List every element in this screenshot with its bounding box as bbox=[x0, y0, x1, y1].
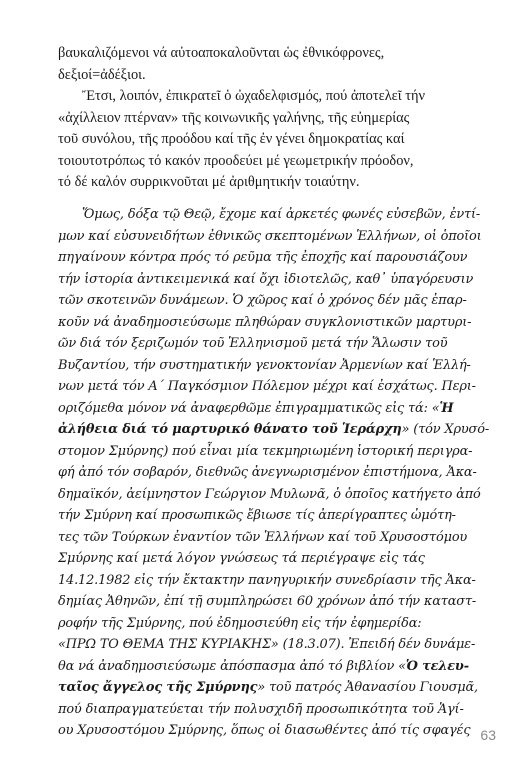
text-line: τοῦ συνόλου, τῆς προόδου καί τῆς ἐν γένει δημοκρατίας καί bbox=[58, 131, 405, 147]
text-line: στομον Σμύρνης) πού εἶναι μία τεκμηριωμένη ἱστορική περιγρα- bbox=[58, 443, 473, 459]
text-line: πηγαίνουν κόντρα πρός τό ρεῦμα τῆς ἐποχῆς καί παρουσιάζουν bbox=[58, 250, 468, 265]
text-line bbox=[58, 656, 508, 678]
text-line: δημαϊκόν, ἀείμνηστον Γεώργιον Μυλωνᾶ, ὁ ὁποῖος κατήγετο ἀπό bbox=[58, 486, 481, 502]
text-line: φή ἀπό τόν σοβαρόν, διεθνῶς ἀνεγνωρισμένον ἐπιστήμονα, Ἀκα- bbox=[58, 465, 477, 480]
text-line: δημίας Ἀθηνῶν, ἐπί τῇ συμπληρώσει 60 χρόνων ἀπό τήν καταστ- bbox=[58, 594, 477, 609]
text-line: ροφήν τῆς Σμύρνης, πού ἐδημοσιεύθη εἰς τήν ἐφημερίδα: bbox=[58, 615, 422, 631]
text-line: Ὅμως, δόξα τῷ Θεῷ, ἔχομε καί ἀρκετές φωνές εὐσεβῶν, ἐντί- bbox=[82, 207, 481, 222]
text-line: βαυκαλιζόμενοι νά αὐτοαποκαλοῦνται ὡς ἐθνικόφρονες, bbox=[58, 45, 385, 61]
text-line: ου Χρυσοστόμου Σμύρνης, ὅπως οἱ διασωθέντες ἀπό τίς σφαγές bbox=[58, 723, 471, 738]
text-fragment: οριζόμεθα μόνον νά ἀναφερθῶμε ἐπιγραμματικῶς εἰς τά: « bbox=[58, 400, 440, 416]
text-fragment: θα νά ἀναδημοσιεύσωμε ἀπόσπασμα ἀπό τό βιβλίον « bbox=[58, 658, 406, 674]
bold-title-fragment: ἀλήθεια διά τό μαρτυρικό θάνατο τοῦ Ἱεράρχη bbox=[58, 422, 402, 437]
bold-title-fragment: ταῖος ἄγγελος τῆς Σμύρνης bbox=[58, 680, 258, 695]
text-line: Βυζαντίου, τήν συστηματικήν γενοκτονίαν Ἀρμενίων καί Ἑλλή- bbox=[58, 357, 471, 373]
text-line: τες τῶν Τούρκων ἐναντίον τῶν Ἑλλήνων καί τοῦ Χρυσοστόμου bbox=[58, 529, 468, 545]
text-line: Ἔτσι, λοιπόν, ἐπικρατεῖ ὁ ὠχαδελφισμός, πού ἀποτελεῖ τήν bbox=[82, 88, 426, 104]
text-line bbox=[58, 398, 508, 420]
page-number: 63 bbox=[480, 727, 496, 743]
text-line: τῶν σκοτεινῶν δυνάμεων. Ὁ χῶρος καί ὁ χρόνος δέν μᾶς ἐπαρ- bbox=[58, 293, 467, 308]
text-line: τό δέ καλόν συρρικνοῦται μέ ἀριθμητικήν τοιαύτην. bbox=[58, 174, 360, 190]
text-line bbox=[58, 677, 508, 699]
text-fragment: » (τόν Χρυσό- bbox=[401, 422, 490, 437]
text-line: δεξιοί=ἀδέξιοι. bbox=[58, 66, 146, 83]
text-line: Σμύρνης καί μετά λόγον γνώσεως τά περιέγραψε εἰς τάς bbox=[58, 551, 425, 566]
text-line: «ἀχίλλειον πτέρναν» τῆς κοινωνικῆς γαλήνης, τῆς εὐημερίας bbox=[58, 109, 410, 126]
text-line: μων καί εὐσυνειδήτων ἐθνικῶς σκεπτομένων Ἑλλήνων, οἱ ὁποῖοι bbox=[58, 228, 482, 244]
text-line: τήν Σμύρνη καί προσωπικῶς ἔβιωσε τίς ἀπερίγραπτες ὠμότη- bbox=[58, 508, 456, 523]
bold-title-fragment: Ἡ bbox=[439, 400, 454, 416]
text-line: πού διαπραγματεύεται τήν πολυσχιδῆ προσωπικότητα τοῦ Ἁγί- bbox=[58, 701, 464, 717]
text-line: τήν ἱστορία ἀντικειμενικά καί ὄχι ἰδιοτελῶς, καθ᾽ ὑπαγόρευσιν bbox=[58, 271, 474, 287]
text-line: νων μετά τόν Α΄ Παγκόσμιον Πόλεμον μέχρι καί ἐσχάτως. Περι- bbox=[58, 379, 476, 394]
text-line: 14.12.1982 εἰς τήν ἔκτακτην πανηγυρικήν συνεδρίασιν τῆς Ἀκα- bbox=[58, 572, 476, 588]
text-fragment: » τοῦ πατρός Ἀθανασίου Γιουσμᾶ, bbox=[257, 680, 478, 695]
bold-title-fragment: Ὁ τελευ- bbox=[405, 658, 469, 674]
paragraph-block-italic bbox=[58, 204, 508, 742]
text-line: «ΠΡΩ ΤΟ ΘΕΜΑ ΤΗΣ ΚΥΡΙΑΚΗΣ» (18.3.07). Ἐπειδή δέν δυνάμε- bbox=[58, 637, 476, 652]
text-line: κοῦν νά ἀναδημοσιεύσωμε πληθώραν συγκλονιστικῶν μαρτυρι- bbox=[58, 314, 472, 330]
text-line: ῶν διά τόν ξεριζωμόν τοῦ Ἑλληνισμοῦ μετά τήν Ἅλωσιν τοῦ bbox=[58, 336, 448, 351]
paragraph-block-regular bbox=[58, 43, 508, 194]
text-line bbox=[58, 419, 508, 441]
text-line: τοιουτοτρόπως τό κακόν προοδεύει μέ γεωμετρικήν πρόοδον, bbox=[58, 152, 414, 169]
